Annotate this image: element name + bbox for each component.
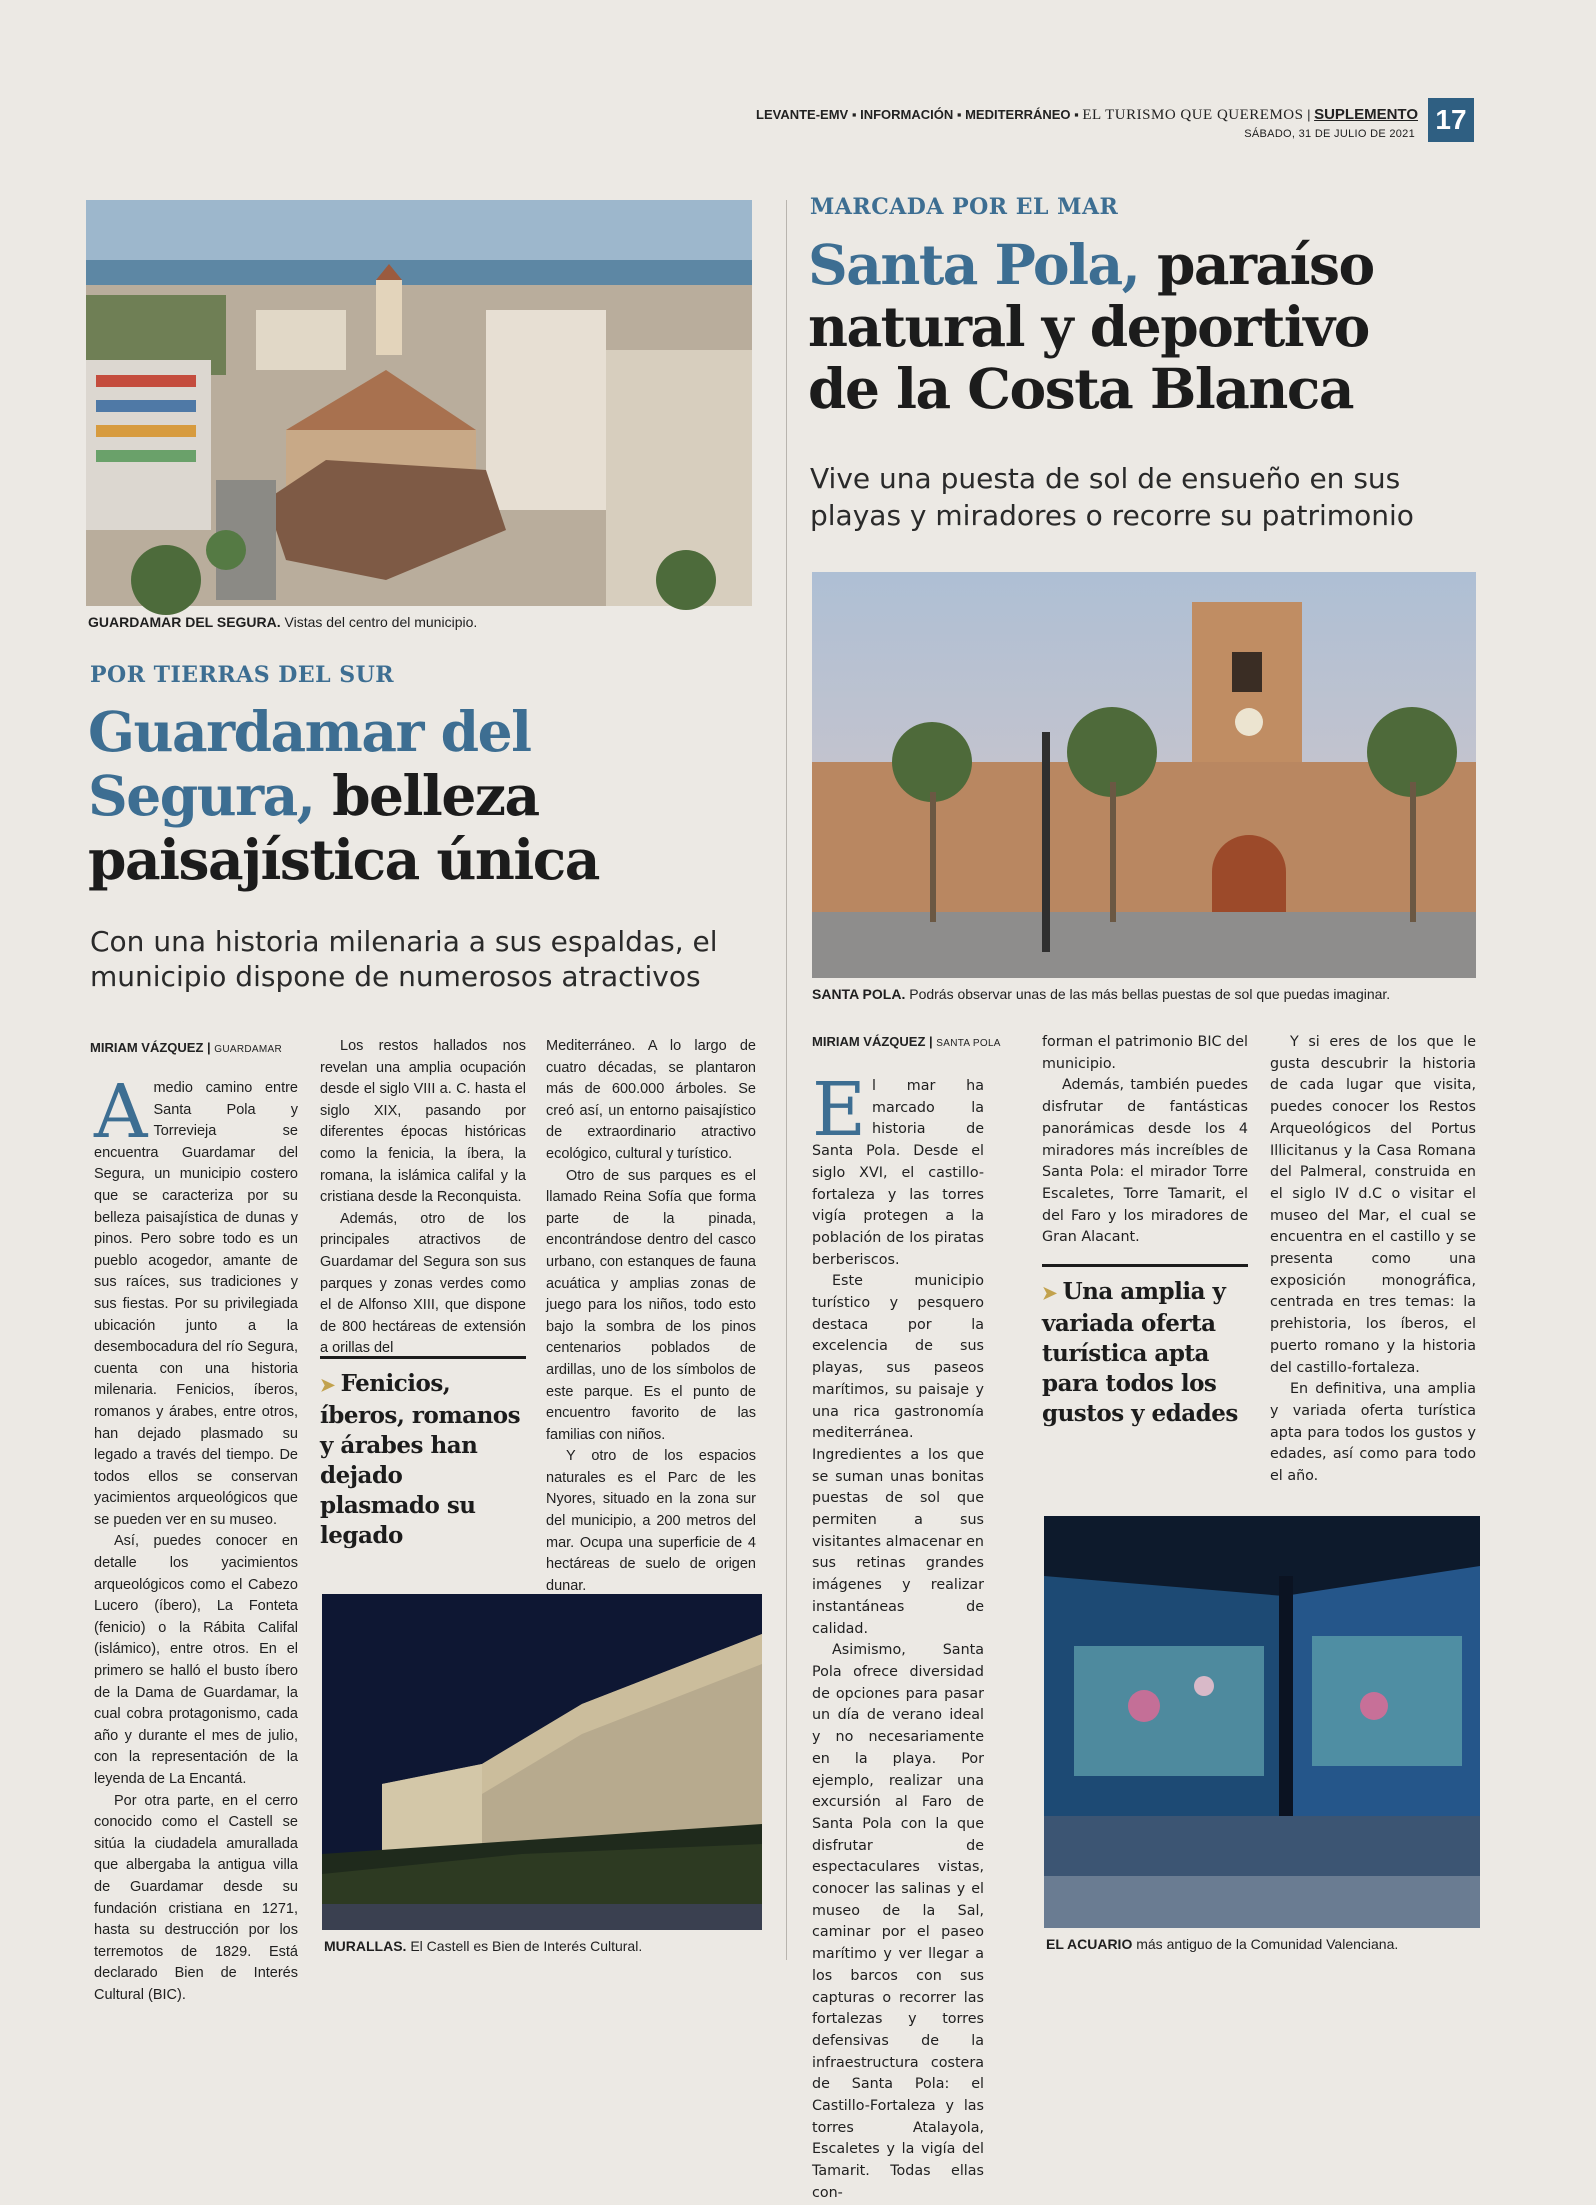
- aquarium-caption: [1046, 1936, 1398, 1952]
- left-byline-name: MIRIAM VÁZQUEZ: [90, 1040, 204, 1055]
- header-pub1: LEVANTE-EMV: [756, 107, 849, 122]
- left-kicker: POR TIERRAS DEL SUR: [90, 662, 395, 688]
- header-section: EL TURISMO QUE QUEREMOS: [1082, 107, 1304, 123]
- header-pub3: MEDITERRÁNEO: [965, 107, 1071, 122]
- left-col3-para-3: Y otro de los espacios naturales es el Parc de les Nyores, situado en la zona sur del municipio, a 200 metros del mar. Ocupa una superficie de 4 hectáreas de suelo de origen dunar.: [546, 1448, 756, 1594]
- right-dropcap: E: [812, 1067, 867, 1153]
- right-col3-para-1: Y si eres de los que le gusta descubrir la historia de cada lugar que visita, puedes conocer los Restos Arqueológicos del Portus Illicitanus y la Casa Romana del Palmeral, construida en el siglo IV d.C o visitar el museo del Mar, el cual se encuentra en el castillo y se presenta como una exposición monográfica, centrada en tres temas: la prehistoria, los íberos, el puerto romano y la historia del castillo-fortaleza.: [1270, 1034, 1476, 1376]
- header-pub2: INFORMACIÓN: [860, 107, 954, 122]
- left-col3-para-2: Otro de sus parques es el llamado Reina Sofía que forma parte de la pinada, encontrándose dentro del casco urbano, con estanques de fauna acuática y amplias zonas de juego para los niños, todo esto bajo la sombra de los pinos centenarios poblados de ardillas, uno de los símbolos de este parque. Es el punto de encuentro favorito de las familias con niños.: [546, 1167, 756, 1443]
- aquarium-photo: [1044, 1516, 1480, 1928]
- left-col1-para-2: Así, puedes conocer en detalle los yacimientos arqueológicos como el Cabezo Lucero (íbero), La Fonteta (fenicio) o la Rábita Califal (islámico), entre otros. En el primero se halló el busto íbero de la Dama de Guardamar, la cual cobra protagonismo, cada año y durante el mes de julio, con la representación de la leyenda de La Encantá.: [94, 1533, 298, 1787]
- santa-pola-caption-text: Podrás observar unas de las más bellas puestas de sol que puedas imaginar.: [909, 986, 1391, 1002]
- header-date: SÁBADO, 31 DE JULIO DE 2021: [1244, 128, 1415, 140]
- right-headline-black: paraíso natural y deportivo de la Costa Blanca: [808, 232, 1374, 421]
- left-pullquote-text: Fenicios, íberos, romanos y árabes han dejado plasmado su legado: [320, 1370, 521, 1549]
- right-column-1: [812, 1067, 984, 2205]
- right-deck: Vive una puesta de sol de ensueño en sus playas y miradores o recorre su patrimonio: [810, 462, 1414, 532]
- guardamar-photo: [86, 200, 752, 606]
- right-headline-blue: Santa Pola,: [808, 232, 1140, 297]
- right-pullquote: [1042, 1264, 1248, 1429]
- arrow-icon: ➤: [1042, 1283, 1057, 1304]
- page-number: 17: [1428, 98, 1474, 142]
- right-col1-para-1: [812, 1067, 984, 1271]
- left-col2-para-2: Además, otro de los principales atractivos de Guardamar del Segura son sus parques y zonas verdes como el de Alfonso XIII, que dispone de 800 hectáreas de extensión a orillas del: [320, 1210, 526, 1357]
- left-col1-text-1: medio camino entre Santa Pola y Torrevieja se encuentra Guardamar del Segura, un municipio costero que se caracteriza por su belleza paisajística de dunas y pinos. Pero sobre todo es un pueblo acogedor, amante de sus raíces, sus tradiciones y sus fiestas. Por su privilegiada ubicación junto a la desembocadura del río Segura, cuenta con una historia milenaria. Fenicios, íberos, romanos y árabes, entre otros, han dejado plasmado su legado a través del tiempo. De todos ellos se conservan yacimientos arqueológicos que se pueden ver en su museo.: [94, 1080, 298, 1528]
- right-column-3: [1270, 1032, 1476, 1488]
- left-byline: MIRIAM VÁZQUEZ | GUARDAMAR: [90, 1040, 282, 1055]
- right-col2-para-1: forman el patrimonio BIC del municipio.: [1042, 1034, 1248, 1072]
- left-headline: [88, 700, 728, 892]
- right-headline: [808, 234, 1448, 420]
- right-col2-para-2: Además, también puedes disfrutar de fantásticas panorámicas desde los 4 miradores más increíbles de Santa Pola: el mirador Torre Escaletes, Torre Tamarit, el del Faro y los miradores de Gran Alacant.: [1042, 1077, 1248, 1246]
- left-col1-para-3: Por otra parte, en el cerro conocido como el Castell se sitúa la ciudadela amurallada que albergaba la antigua villa de Guardamar desde su fundación cristiana en 1271, hasta su destrucción por los terremotos de 1829. Está declarado Bien de Interés Cultural (BIC).: [94, 1792, 298, 2003]
- right-col1-text-1: l mar ha marcado la historia de Santa Pola. Desde el siglo XVI, el castillo-fortaleza y las torres vigía protegen a la población de los piratas berberiscos.: [812, 1078, 984, 1268]
- left-col3-para-1: Mediterráneo. A lo largo de cuatro décadas, se plantaron más de 600.000 árboles. Se creó así, un entorno paisajístico de extraordinario atractivo ecológico, cultural y turístico.: [546, 1038, 756, 1162]
- walls-caption: [324, 1938, 642, 1954]
- walls-caption-bold: MURALLAS.: [324, 1938, 407, 1954]
- walls-caption-text: El Castell es Bien de Interés Cultural.: [410, 1938, 643, 1954]
- right-pullquote-text: Una amplia y variada oferta turística apta para todos los gustos y edades: [1042, 1278, 1238, 1427]
- left-column-1: [94, 1069, 298, 2007]
- left-headline-blue: Guardamar del Segura,: [88, 699, 531, 828]
- aquarium-caption-text: más antiguo de la Comunidad Valenciana.: [1136, 1936, 1399, 1952]
- right-byline-place: SANTA POLA: [936, 1038, 1001, 1049]
- left-column-3: [546, 1036, 756, 1597]
- left-deck: Con una historia milenaria a sus espaldas, el municipio dispone de numerosos atractivos: [90, 925, 718, 993]
- right-kicker: MARCADA POR EL MAR: [810, 194, 1119, 220]
- right-col1-para-3: Asimismo, Santa Pola ofrece diversidad de opciones para pasar un día de verano ideal y no necesariamente en la playa. Por ejemplo, realizar una excursión al Faro de Santa Pola con la que disfrutar de espectaculares vistas, conocer las salinas y el museo de la Sal, caminar por el paseo marítimo y ver llegar a los barcos con sus capturas o recorrer las fortalezas y torres defensivas de la infraestructura costera de Santa Pola: el Castillo-Fortaleza y las torres Atalayola, Escaletes y la vigía del Tamarit. Todas ellas con-: [812, 1642, 984, 2201]
- left-col1-para-1: [94, 1069, 298, 1531]
- walls-photo: [322, 1594, 762, 1930]
- page-header: LEVANTE-EMV ▪ INFORMACIÓN ▪ MEDITERRÁNEO ▪ EL TURISMO QUE QUEREMOS | SUPLEMENTO: [756, 106, 1418, 123]
- left-byline-place: GUARDAMAR: [214, 1044, 282, 1055]
- right-col3-para-2: En definitiva, una amplia y variada oferta turística apta para todos los gustos y edades, así como para todo el año.: [1270, 1381, 1476, 1485]
- arrow-icon: ➤: [320, 1375, 335, 1396]
- left-headline-black: belleza paisajística única: [88, 763, 599, 892]
- left-pullquote: [320, 1356, 526, 1551]
- right-column-2: [1042, 1032, 1248, 1249]
- right-byline-name: MIRIAM VÁZQUEZ: [812, 1034, 926, 1049]
- santa-pola-photo: [812, 572, 1476, 978]
- left-column-2: [320, 1036, 526, 1360]
- guardamar-photo-caption: [88, 614, 477, 630]
- santa-pola-caption: [812, 986, 1390, 1002]
- column-divider: [786, 200, 787, 1960]
- guardamar-caption-bold: GUARDAMAR DEL SEGURA.: [88, 614, 281, 630]
- right-byline: MIRIAM VÁZQUEZ | SANTA POLA: [812, 1034, 1001, 1049]
- santa-pola-caption-bold: SANTA POLA.: [812, 986, 906, 1002]
- header-supplement: SUPLEMENTO: [1314, 106, 1418, 123]
- left-col2-para-1: Los restos hallados nos revelan una amplia ocupación desde el siglo VIII a. C. hasta el siglo XIX, pasando por diferentes épocas históricas como la fenicia, la íbera, la romana, la islámica califal y la cristiana desde la Reconquista.: [320, 1038, 526, 1206]
- left-dropcap: A: [94, 1069, 148, 1155]
- guardamar-caption-text: Vistas del centro del municipio.: [284, 614, 478, 630]
- aquarium-caption-bold: EL ACUARIO: [1046, 1936, 1133, 1952]
- right-col1-para-2: Este municipio turístico y pesquero destaca por la excelencia de sus playas, sus paseos marítimos, su paisaje y una rica gastronomía mediterránea. Ingredientes a los que se suman unas bonitas puestas de sol que permiten a sus visitantes almacenar en sus retinas grandes imágenes y realizar instantáneas de calidad.: [812, 1273, 984, 1637]
